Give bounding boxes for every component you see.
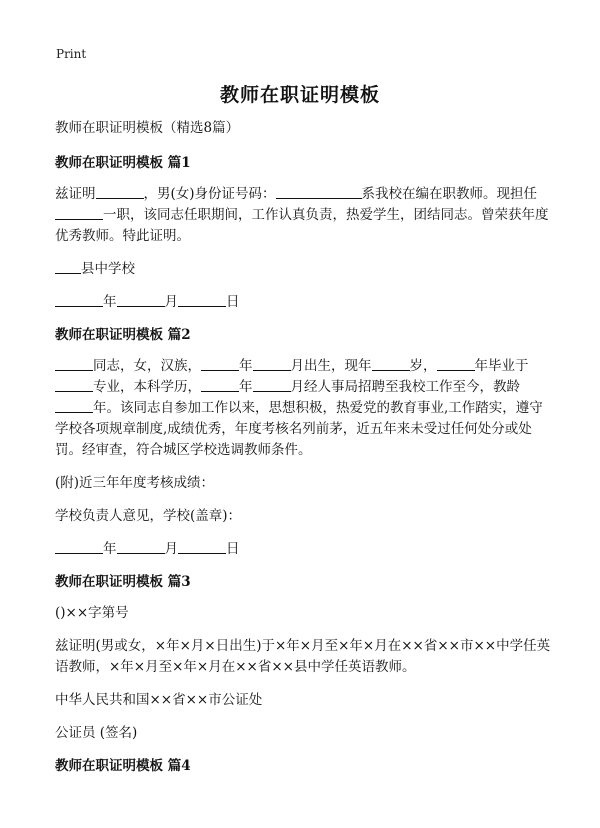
- section-1-paragraph: [55, 184, 555, 247]
- fill-blank: [55, 377, 93, 392]
- document-subtitle: 教师在职证明模板（精选8篇）: [55, 120, 240, 136]
- fill-blank: [201, 377, 239, 392]
- text-fragment: 年: [239, 358, 253, 374]
- section-3-office: 中华人民共和国××省××市公证处: [55, 692, 263, 708]
- section-1-school: [55, 259, 555, 280]
- fill-blank: [201, 356, 239, 371]
- print-label[interactable]: Print: [56, 47, 87, 61]
- section-2-attachment: (附)近三年年度考核成绩：: [55, 475, 215, 491]
- section-2-date: [55, 539, 555, 560]
- day-label: 日: [226, 294, 240, 310]
- text-fragment: 年: [239, 379, 253, 395]
- section-3-notary: 公证员 (签名): [55, 725, 138, 741]
- fill-blank: [117, 292, 165, 307]
- document-body: [55, 118, 555, 787]
- fill-blank: [253, 356, 291, 371]
- section-3-body: 兹证明(男或女，×年×月×日出生)于×年×月至×年×月在××省××市××中学任英语教师，×年×月至×年×月在××省××县中学任英语教师。: [55, 638, 551, 675]
- text-fragment: ，男(女)身份证号码：: [143, 186, 276, 202]
- text-fragment: 月经人事局招聘至我校工作至今，教龄: [290, 379, 520, 395]
- text-fragment: 专业，本科学历，: [93, 379, 201, 395]
- text-fragment: 月出生，现年: [290, 358, 372, 374]
- year-label: 年: [103, 294, 117, 310]
- section-2-paragraph: [55, 356, 555, 461]
- fill-blank: [55, 398, 93, 413]
- fill-blank: [178, 292, 226, 307]
- fill-blank: [253, 377, 291, 392]
- text-fragment: 系我校在编在职教师。现担任: [361, 186, 538, 202]
- fill-blank: [55, 539, 103, 554]
- school-name: 县中学校: [81, 261, 135, 277]
- text-fragment: 岁，: [409, 358, 437, 374]
- section-1-date: [55, 292, 555, 313]
- fill-blank: [96, 184, 144, 199]
- document-title: 教师在职证明模板: [219, 84, 380, 106]
- fill-blank: [55, 292, 103, 307]
- fill-blank: [372, 356, 410, 371]
- year-label: 年: [103, 541, 117, 557]
- text-fragment: 年。该同志自参加工作以来，思想积极，热爱党的教育事业,工作踏实，遵守学校各项规章制度,成绩优秀，年度考核名列前茅，近五年来未受过任何处分或处罚。经审查，符合城区学校选调教师条件。: [55, 400, 543, 458]
- fill-blank: [55, 205, 103, 220]
- month-label: 月: [164, 541, 178, 557]
- section-heading-1: 教师在职证明模板 篇1: [55, 155, 191, 171]
- text-fragment: 同志，女，汉族，: [93, 358, 201, 374]
- text-fragment: 兹证明: [55, 186, 96, 202]
- fill-blank: [55, 356, 93, 371]
- fill-blank: [178, 539, 226, 554]
- section-heading-3: 教师在职证明模板 篇3: [55, 574, 191, 590]
- fill-blank: [55, 259, 81, 274]
- text-fragment: 一职，该同志任职期间，工作认真负责，热爱学生，团结同志。曾荣获年度优秀教师。特此证明。: [55, 207, 549, 244]
- fill-blank: [437, 356, 475, 371]
- fill-blank: [117, 539, 165, 554]
- section-heading-4: 教师在职证明模板 篇4: [55, 758, 191, 774]
- text-fragment: 年毕业于: [474, 358, 529, 374]
- section-3-doc-number: ()××字第号: [55, 605, 129, 621]
- fill-blank: [276, 184, 362, 199]
- month-label: 月: [164, 294, 178, 310]
- section-heading-2: 教师在职证明模板 篇2: [55, 327, 191, 343]
- section-2-opinion: 学校负责人意见，学校(盖章)：: [55, 508, 242, 524]
- day-label: 日: [226, 541, 240, 557]
